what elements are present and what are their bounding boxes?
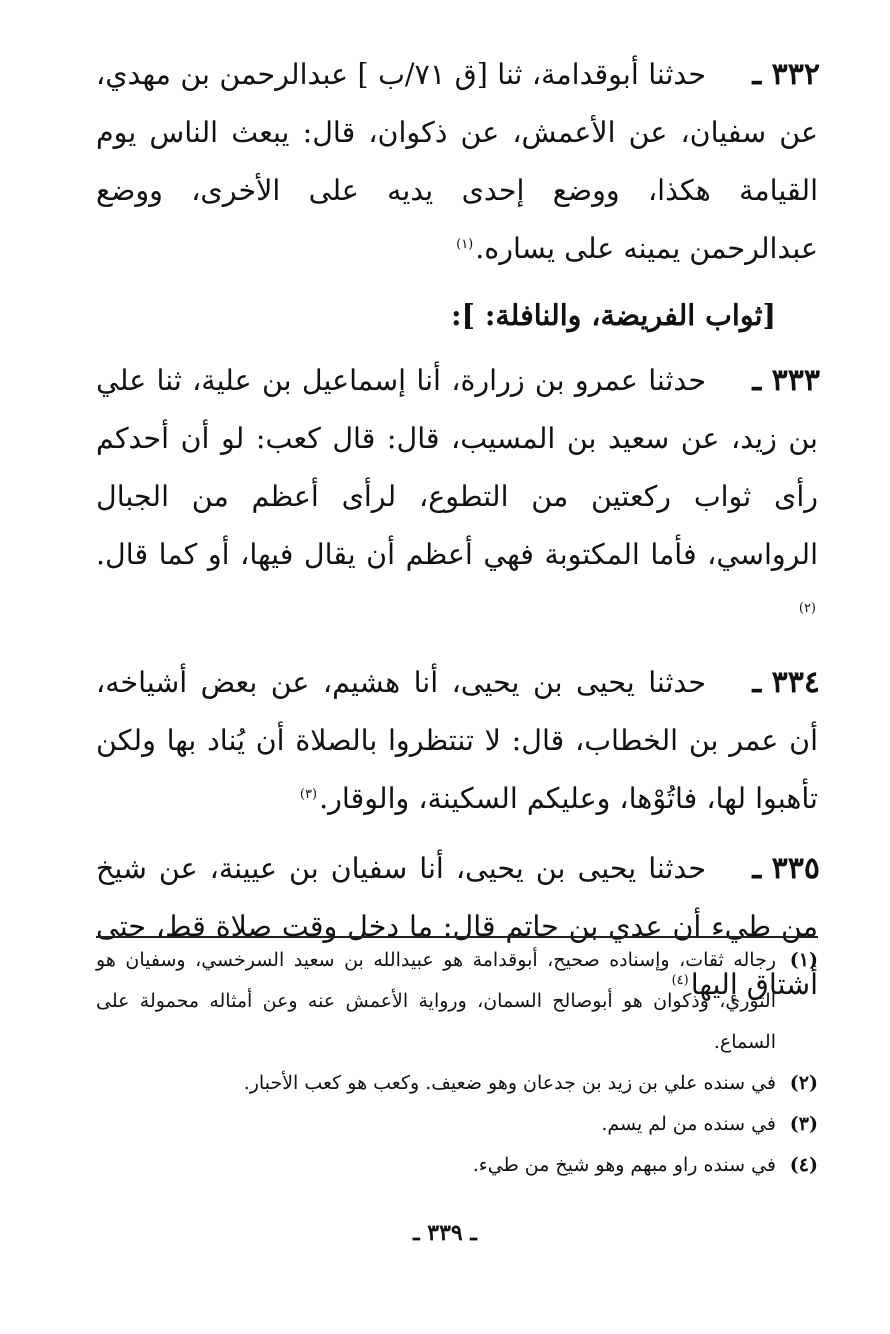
page-number: ـ ٣٣٩ ـ [413,1220,477,1246]
section-heading: [ثواب الفريضة، والنافلة: ]: [450,298,776,332]
hadith-number: ٣٣٤ ـ [752,665,820,700]
hadith-number: ٣٣٢ ـ [752,57,820,92]
hadith-number: ٣٣٣ ـ [752,363,820,398]
footnote-ref: (١) [456,237,474,252]
footnote-1 [96,940,818,1063]
footnote-3 [96,1104,818,1145]
footnote-ref: (٣) [299,787,318,802]
hadith-334 [96,654,818,828]
hadith-332 [96,46,818,278]
hadith-text [96,654,818,828]
footnote-text: في سنده راو مبهم وهو شيخ من طيء. [472,1154,776,1176]
footnote-text: رجاله ثقات، وإسناده صحيح، أبوقدامة هو عبيدالله بن سعيد السرخسي، وسفيان هو الثوري، وذكوان هو أبوصالح السمان، ورواية الأعمش عنه وعن أمثاله محمولة على السماع. [96,949,776,1053]
hadith-text [96,46,818,278]
hadith-body: حدثنا يحيى بن يحيى، أنا سفيان بن عيينة، عن شيخ من طيء أن عدي بن حاتم قال: ما دخل وقت صلاة قط، حتى أشتاق إليها [96,852,818,1001]
footnote-text: في سنده علي بن زيد بن جدعان وهو ضعيف. وكعب هو كعب الأحبار. [243,1072,776,1094]
footnote-number: (٢) [789,1072,818,1094]
footnote-number: (١) [789,949,818,971]
footnote-ref: (٤) [671,973,689,988]
footnote-2 [96,1063,818,1104]
hadith-body: حدثنا عمرو بن زرارة، أنا إسماعيل بن علية، ثنا علي بن زيد، عن سعيد بن المسيب، قال: قال كعب: لو أن أحدكم رأى ثواب ركعتين من التطوع، لرأى أعظم من الجبال الرواسي، فأما المكتوبة فهي أعظم أن يقال فيها، أو كما قال. [96,364,818,571]
hadith-body: حدثنا يحيى بن يحيى، أنا هشيم، عن بعض أشياخه، أن عمر بن الخطاب، قال: لا تنتظروا بالصلاة أن يُناد بها ولكن تأهبوا لها، فاتُوْها، وعليكم السكينة، والوقار. [96,666,818,815]
footnote-4 [96,1145,818,1186]
hadith-body: حدثنا أبوقدامة، ثنا [ق ٧١/ب ] عبدالرحمن بن مهدي، عن سفيان، عن الأعمش، عن ذكوان، قال: يبعث الناس يوم القيامة هكذا، ووضع إحدى يديه على الأخرى، ووضع عبدالرحمن يمينه على يساره. [96,58,818,265]
hadith-333 [96,352,818,642]
footnotes [96,936,818,1186]
footnote-number: (٣) [789,1113,818,1135]
footnote-number: (٤) [789,1154,818,1176]
main-text [96,46,818,1026]
footnote-text: في سنده من لم يسم. [601,1113,776,1135]
footnote-ref: (٢) [798,601,816,616]
hadith-number: ٣٣٥ ـ [752,851,820,886]
hadith-text [96,352,818,642]
